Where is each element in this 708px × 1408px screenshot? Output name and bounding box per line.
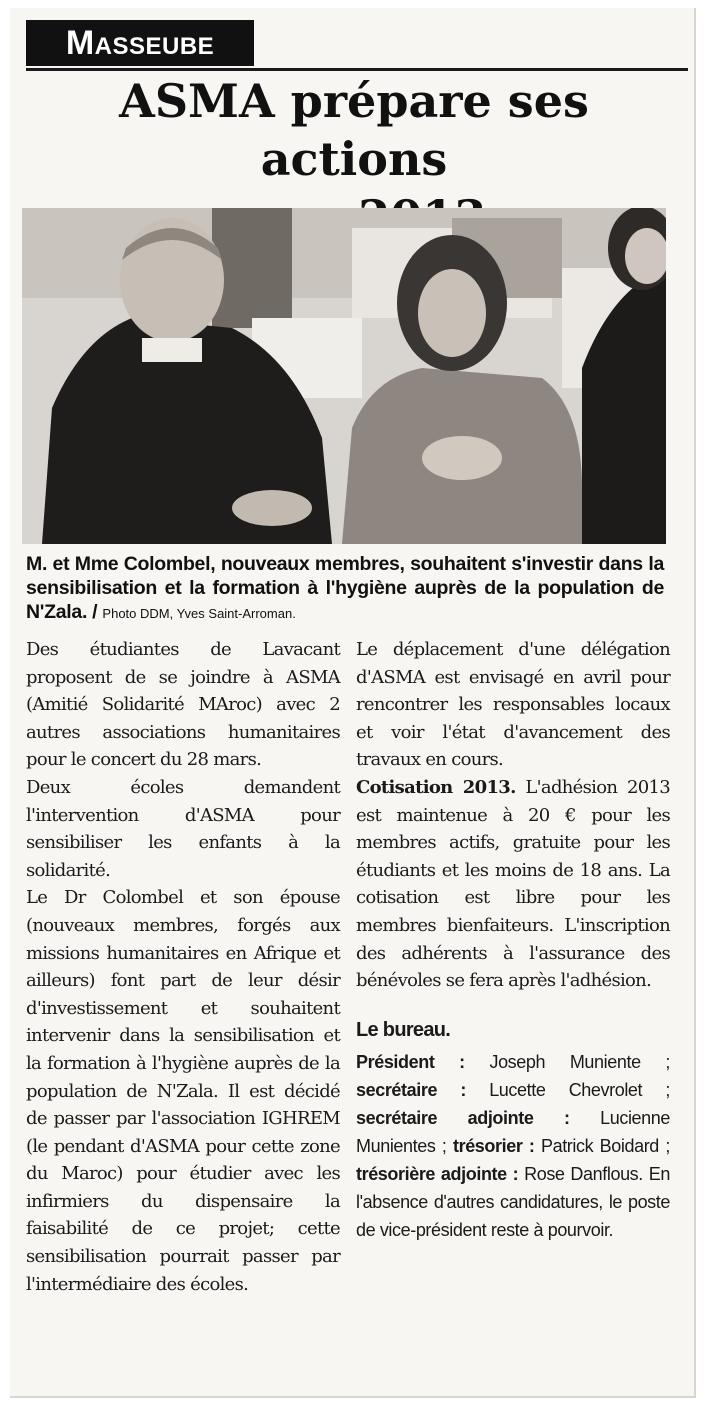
paragraph: Le Dr Colombel et son épouse (nouveaux membres, forgés aux missions humanitaires en Afrique et ailleurs) font part de leur désir d'investissement et souhaitent intervenir dans la sensibilisation et la formation à l'hygiène auprès de la population de N'Zala. Il est décidé de passer par l'association IGHREM (le pendant d'ASMA pour cette zone du Maroc) pour étudier avec les infirmiers du dispensaire la faisabilité de ce projet; cette sensibilisation pourrait passer par l'intermédiaire des écoles. bbox=[26, 887, 340, 1295]
paragraph-body: L'adhésion 2013 est maintenue à 20 € pour les membres actifs, gratuite pour les étudiants et les moins de 18 ans. La cotisation est libre pour les membres bienfaiteurs. L'inscription des adhérents à l'assurance des bénévoles se fera après l'adhésion. bbox=[356, 776, 670, 992]
paragraph: Des étudiantes de Lavacant proposent de se joindre à ASMA (Amitié Solidarité MAroc) avec 2 autres associations humanitaires pour le concert du 28 mars. bbox=[26, 639, 340, 771]
role-label: secrétaire adjointe : bbox=[356, 1108, 570, 1129]
role-person: Lucette Chevrolet ; bbox=[465, 1080, 671, 1101]
bureau-list bbox=[356, 1048, 670, 1244]
headline-line-1: ASMA prépare ses actions bbox=[119, 74, 589, 186]
role-label: secrétaire : bbox=[356, 1080, 466, 1101]
section-header-bar bbox=[26, 20, 688, 71]
role-person: Rose Danflous. bbox=[518, 1164, 643, 1185]
role-label: Président : bbox=[356, 1052, 465, 1073]
bureau-heading: Le bureau. bbox=[356, 1018, 451, 1041]
article-column-left bbox=[26, 636, 340, 1298]
photo-credit: Photo DDM, Yves Saint-Arroman. bbox=[102, 606, 296, 621]
role-label: trésorier : bbox=[453, 1136, 535, 1157]
section-kicker: Masseube bbox=[26, 20, 254, 66]
paragraph: Deux écoles demandent l'intervention d'ASMA pour sensibiliser les enfants à la solidarité. bbox=[26, 776, 340, 881]
article-photo bbox=[22, 208, 666, 544]
role-person: Patrick Boidard ; bbox=[534, 1136, 670, 1157]
photo-caption bbox=[26, 552, 664, 626]
paragraph-lead: Cotisation 2013. bbox=[356, 776, 516, 798]
paragraph: Le déplacement d'une délégation d'ASMA est envisagé en avril pour rencontrer les responsables locaux et voir l'état d'avancement des travaux en cours. bbox=[356, 639, 670, 771]
paragraph bbox=[356, 774, 670, 995]
photo-image-icon bbox=[22, 208, 666, 544]
caption-text: M. et Mme Colombel, nouveaux membres, souhaitent s'investir dans la sensibilisation et la formation à l'hygiène auprès de la population de N'Zala. / bbox=[26, 553, 664, 623]
role-label: trésorière adjointe : bbox=[356, 1164, 519, 1185]
role-person: Lucienne Munientes ; bbox=[356, 1108, 670, 1157]
article-column-right bbox=[356, 636, 670, 1244]
bureau-note: En l'absence d'autres candidatures, le poste de vice-président reste à pourvoir. bbox=[356, 1164, 670, 1241]
role-person: Joseph Muniente ; bbox=[464, 1052, 670, 1073]
